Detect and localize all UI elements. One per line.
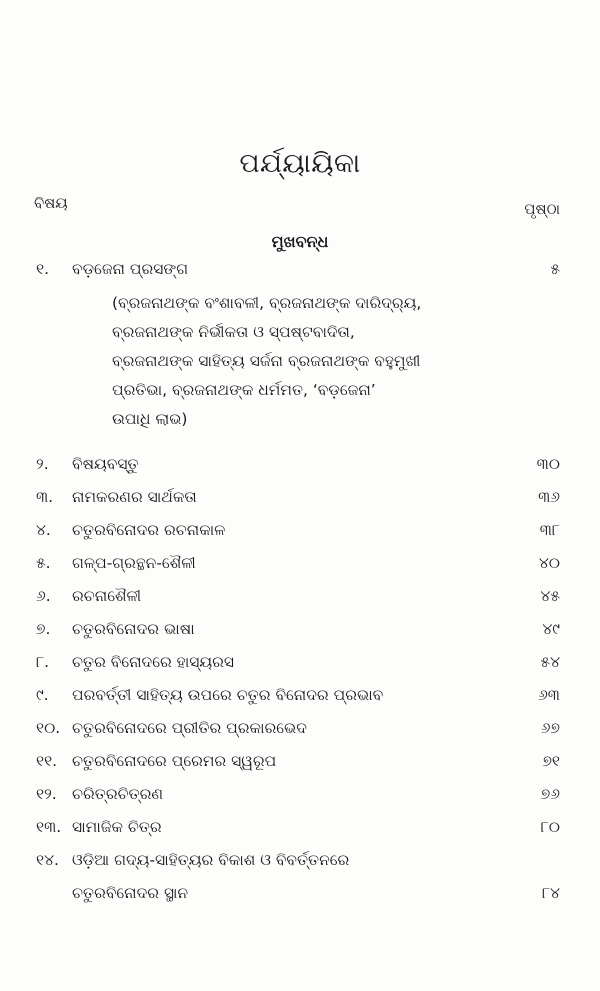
- entry-page: ୩୬: [538, 488, 560, 506]
- entry-title: ବିଷୟବସ୍ତୁ: [72, 455, 139, 473]
- entry-number: ୬.: [36, 587, 51, 605]
- entry-page: ୪୦: [538, 554, 560, 572]
- entry-title: ଚରିତ୍ରଚିତ୍ରଣ: [72, 785, 164, 803]
- page-column-header: ପୃଷ୍ଠା: [524, 200, 560, 218]
- toc-entry: [0, 649, 600, 675]
- entry-page: ୭୬: [540, 785, 560, 803]
- entry-title: ପରବର୍ତ୍ତୀ ସାହିତ୍ୟ ଉପରେ ଚତୁର ବିନୋଦର ପ୍ରଭାବ: [72, 686, 384, 704]
- entry-number: ୧.: [36, 260, 50, 278]
- subject-column-header: ବିଷୟ: [34, 194, 68, 212]
- entry-title: ଚତୁରବିନୋଦର ରଚନାକାଳ: [72, 521, 226, 539]
- entry-page: ୩୮: [539, 521, 560, 539]
- toc-entry: [0, 517, 600, 543]
- entry-number: ୧୧.: [36, 752, 58, 770]
- toc-entry: [0, 451, 600, 477]
- entry-number: ୮.: [36, 653, 50, 671]
- entry-title: ଚତୁର ବିନୋଦରେ ହାସ୍ୟରସ: [72, 653, 234, 671]
- toc-entry-continuation: [0, 880, 600, 906]
- toc-entry: [0, 583, 600, 609]
- entry-page: ୭୧: [542, 752, 560, 770]
- toc-entry: [0, 616, 600, 642]
- note-line: ପ୍ରତିଭା, ବ୍ରଜନାଥଙ୍କ ଧର୍ମମତ, ‘ବଡ଼ଜେନା’: [112, 381, 376, 399]
- entry-title: ଚତୁରବିନୋଦରେ ପ୍ରୀତିର ପ୍ରକାରଭେଦ: [72, 719, 307, 737]
- entry-number: ୧୨.: [36, 785, 57, 803]
- entry-page: ୪୫: [540, 587, 560, 605]
- entry-title: ଗଳ୍ପ-ଗ୍ରନ୍ଥନ-ଶୈଳୀ: [72, 554, 196, 572]
- note-line: ବ୍ରଜନାଥଙ୍କ ସାହିତ୍ୟ ସର୍ଜନା ବ୍ରଜନାଥଙ୍କ ବହୁମୁଖୀ: [112, 352, 421, 370]
- entry-page: ୪୯: [542, 620, 560, 638]
- note-line: ଉପାଧି ଲାଭ): [112, 410, 188, 428]
- entry-number: ୨.: [36, 455, 49, 473]
- entry-title: ଓଡ଼ିଆ ଗଦ୍ୟ-ସାହିତ୍ୟର ବିକାଶ ଓ ବିବର୍ତ୍ତନରେ: [72, 851, 350, 869]
- entry-1-note: [112, 289, 562, 434]
- entry-number: ୧୩.: [36, 818, 62, 836]
- toc-entry: [0, 847, 600, 873]
- entry-page: ୫୪: [540, 653, 560, 671]
- entry-page: ୮୪: [541, 884, 560, 902]
- entry-title-continuation: ଚତୁରବିନୋଦର ସ୍ଥାନ: [72, 884, 189, 902]
- section-heading: ମୁଖବନ୍ଧ: [271, 232, 329, 251]
- entry-title: ଚତୁରବିନୋଦରେ ପ୍ରେମର ସ୍ୱରୂପ: [72, 752, 277, 770]
- toc-entry: [0, 682, 600, 708]
- toc-entry: [0, 550, 600, 576]
- entry-title: ବଡ଼ଜେନା ପ୍ରସଙ୍ଗ: [72, 260, 189, 278]
- entry-title: ଚତୁରବିନୋଦର ଭାଷା: [72, 620, 195, 638]
- entry-page: ୬୭: [540, 719, 560, 737]
- entry-number: ୩.: [36, 488, 54, 506]
- entry-page: ୫: [550, 260, 560, 278]
- toc-entry: [0, 748, 600, 774]
- toc-entry: [0, 781, 600, 807]
- entry-number: ୯.: [36, 686, 49, 704]
- entry-number: ୪.: [36, 521, 51, 539]
- toc-entry: [0, 814, 600, 840]
- entry-number: ୧୪.: [36, 851, 59, 869]
- entry-number: ୭.: [36, 620, 51, 638]
- entry-page: ୮୦: [540, 818, 560, 836]
- entry-number: ୧୦.: [36, 719, 61, 737]
- page-title: ପର୍ଯ୍ୟାୟିକା: [239, 148, 361, 179]
- entry-title: ସାମାଜିକ ଚିତ୍ର: [72, 818, 162, 836]
- entry-title: ନାମକରଣର ସାର୍ଥକତା: [72, 488, 197, 506]
- toc-entry: [0, 484, 600, 510]
- note-line: (ବ୍ରଜନାଥଙ୍କ ବଂଶାବଳୀ, ବ୍ରଜନାଥଙ୍କ ଦାରିଦ୍ର୍ୟ,: [112, 294, 422, 312]
- entry-title: ରଚନାଶୈଳୀ: [72, 587, 142, 605]
- entry-page: ୬୩: [538, 686, 560, 704]
- toc-entry: [0, 715, 600, 741]
- note-line: ବ୍ରଜନାଥଙ୍କ ନିର୍ଭୀକତା ଓ ସ୍ପଷ୍ଟବାଦିତା,: [112, 323, 355, 341]
- toc-entry: [0, 256, 600, 282]
- entry-number: ୫.: [36, 554, 51, 572]
- entry-page: ୩୦: [536, 455, 560, 473]
